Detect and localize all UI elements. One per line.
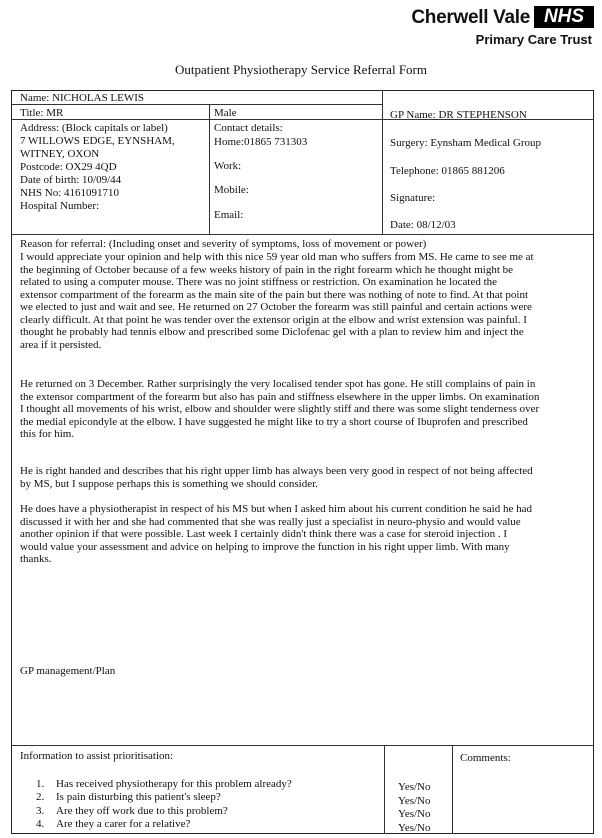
gp-signature: Signature:: [390, 192, 436, 204]
row-divider-details: [12, 234, 593, 235]
col-divider-answers: [384, 745, 385, 834]
reason-line: I would appreciate your opinion and help with this nice 59 year old man who suffers from MS. He came to see me at: [20, 251, 534, 263]
question-number: 4.: [36, 818, 45, 830]
gp-telephone: Telephone: 01865 881206: [390, 165, 505, 177]
patient-name: Name: NICHOLAS LEWIS: [20, 92, 145, 104]
contact-details-label: Contact details:: [214, 122, 283, 134]
hospital-number: Hospital Number:: [20, 200, 100, 212]
patient-gender: Male: [214, 107, 237, 119]
reason-paragraph-4: [20, 503, 532, 566]
reason-line: related to using a computer mouse. There was no joint stiffness or restriction. On examination he located the: [20, 276, 498, 288]
contact-home: Home:01865 731303: [214, 136, 308, 148]
reason-line: the beginning of October because of a few weeks history of pain in the right forearm which he thought might be: [20, 263, 514, 276]
reason-heading: Reason for referral: (Including onset and severity of symptoms, loss of movement or power): [20, 238, 427, 250]
reason-line: would value your assessment and advice on helping to improve the function in his right upper limb. With many: [20, 540, 510, 553]
question-text: Is pain disturbing this patient's sleep?: [56, 791, 221, 803]
question-text: Are they off work due to this problem?: [56, 805, 228, 817]
date-of-birth: Date of birth: 10/09/44: [20, 174, 122, 186]
question-answer: Yes/No: [398, 781, 431, 793]
reason-line: another opinion if that were possible. Last week I certainly didn't think there was a case for steroid injection . I: [20, 528, 508, 540]
nhs-logo: NHS: [534, 6, 594, 28]
reason-paragraph-1: [20, 251, 534, 351]
address-label: Address: (Block capitals or label): [20, 122, 168, 134]
question-answer: Yes/No: [398, 808, 431, 820]
contact-work: Work:: [214, 160, 242, 172]
question-text: Has received physiotherapy for this problem already?: [56, 778, 292, 790]
question-number: 1.: [36, 778, 45, 790]
trust-name: Cherwell Vale: [411, 7, 530, 28]
reason-paragraph-2: [20, 378, 539, 441]
reason-line: the extensor compartment of the forearm but also has pain and stiffness elsewhere in the upper limbs. On examination: [20, 390, 540, 403]
reason-line: He does have a physiotherapist in respect of his MS but when I asked him about his current condition he said he had: [20, 503, 532, 515]
gp-surgery: Surgery: Eynsham Medical Group: [390, 137, 542, 149]
col-divider-comments: [452, 745, 453, 834]
reason-paragraph-3: [20, 465, 533, 490]
referral-date: Date: 08/12/03: [390, 219, 456, 231]
form-title: Outpatient Physiotherapy Service Referral Form: [175, 62, 427, 77]
question-text: Are they a carer for a relative?: [56, 818, 191, 830]
question-answer: Yes/No: [398, 795, 431, 807]
nhs-number: NHS No: 4161091710: [20, 187, 120, 199]
gp-management-label: GP management/Plan: [20, 665, 116, 677]
reason-line: by MS, but I suppose perhaps this is something we should consider.: [20, 477, 318, 490]
col-divider-gp: [382, 90, 383, 234]
comments-label: Comments:: [460, 752, 511, 764]
reason-line: this for him.: [20, 428, 75, 440]
reason-line: thanks.: [20, 553, 52, 565]
question-number: 3.: [36, 805, 45, 817]
reason-line: discussed it with her and she had commented that she was really just a specialist in neuro-physio and would value: [20, 515, 521, 528]
address-line-2: WITNEY, OXON: [20, 148, 100, 160]
reason-line: we elected to just and wait and see. He returned on 27 October the forearm was still painful and certain actions were: [20, 301, 532, 313]
reason-line: He is right handed and describes that his right upper limb has always been very good in respect of not being affected: [20, 465, 533, 477]
postcode: Postcode: OX29 4QD: [20, 161, 117, 173]
question-number: 2.: [36, 791, 45, 803]
col-divider-contact: [209, 104, 210, 234]
prioritisation-heading: Information to assist prioritisation:: [20, 750, 174, 762]
reason-line: thought he probably had tennis elbow and prescribed some Diclofenac gel with a plan to review him and inject the: [20, 326, 524, 338]
patient-title: Title: MR: [20, 107, 64, 119]
reason-line: I thought all movements of his wrist, elbow and shoulder were slightly stiff and there was some slight tenderness over: [20, 403, 540, 415]
question-answer: Yes/No: [398, 822, 431, 834]
row-divider-prioritisation: [12, 745, 593, 746]
reason-line: the medial epicondyle at the elbow. I have suggested he might like to try a short course of Ibuprofen and prescribed: [20, 415, 528, 428]
address-line-1: 7 WILLOWS EDGE, EYNSHAM,: [20, 135, 175, 147]
reason-line: He returned on 3 December. Rather surprisingly the very localised tender spot has gone. He still complains of pain in: [20, 378, 536, 390]
reason-line: extensor compartment of the forearm as the main site of the pain but there was nothing of note to find. At that point: [20, 288, 529, 301]
contact-mobile: Mobile:: [214, 184, 249, 196]
reason-line: area if it persisted.: [20, 338, 102, 351]
trust-subtitle: Primary Care Trust: [475, 32, 592, 47]
gp-name: GP Name: DR STEPHENSON: [390, 109, 527, 121]
reason-line: clearly difficult. At that point he was tender over the extensor origin at the elbow and wrist extension was painful. I: [20, 313, 527, 326]
contact-email: Email:: [214, 209, 244, 221]
